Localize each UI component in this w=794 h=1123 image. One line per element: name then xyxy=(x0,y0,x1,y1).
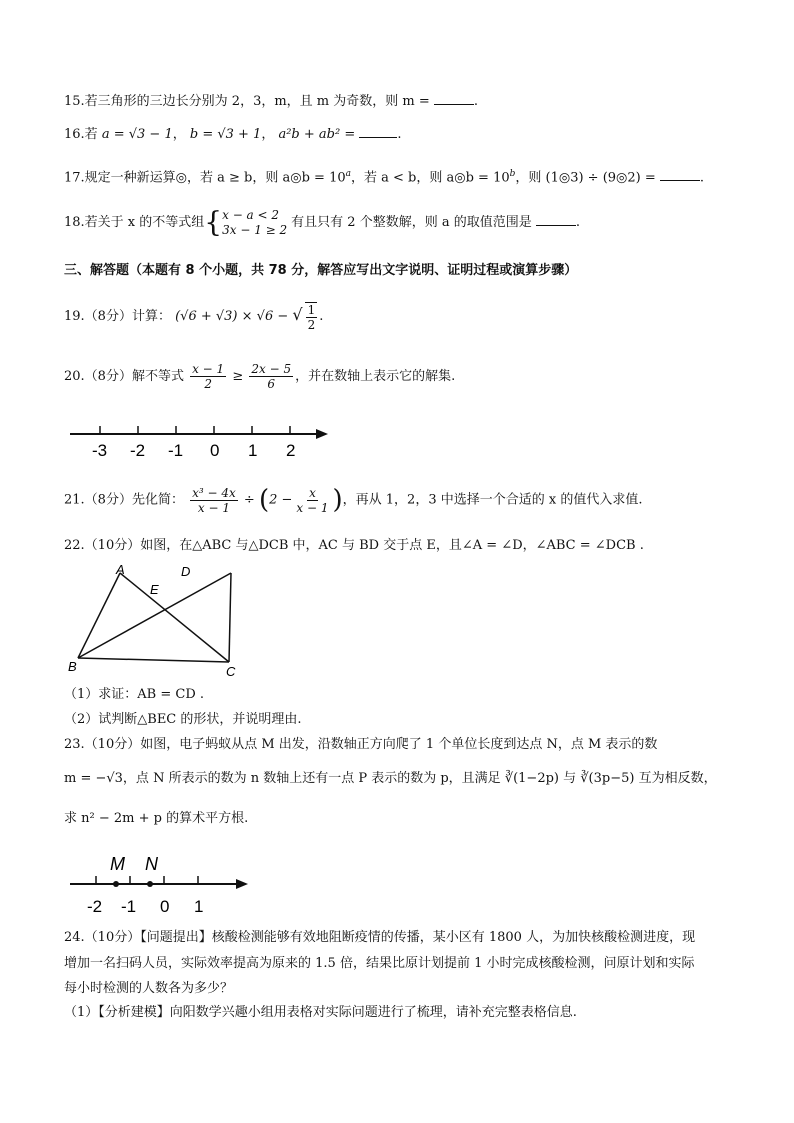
frac-num: x xyxy=(309,485,316,500)
q16-prefix: 16.若 xyxy=(64,127,98,142)
q20-right-fraction xyxy=(249,362,293,391)
q20-left-fraction xyxy=(190,362,226,391)
q20-suffix: ，并在数轴上表示它的解集. xyxy=(295,369,456,384)
frac-den: 2 xyxy=(204,377,212,391)
triangle-figure xyxy=(64,560,254,685)
q21-fraction2 xyxy=(294,486,330,515)
question-22: 22.（10分）如图，在△ABC 与△DCB 中，AC 与 BD 交于点 E，且∠A = ∠D，∠ABC = ∠DCB . xyxy=(64,538,644,553)
axis-tick-label: 0 xyxy=(210,441,220,460)
axis-tick-label: -2 xyxy=(130,441,146,460)
system-brace: { xyxy=(204,205,223,239)
answer-blank xyxy=(359,125,397,138)
label-D: D xyxy=(181,564,191,579)
axis-tick-label: -1 xyxy=(168,441,184,460)
q17-text1: 17.规定一种新运算◎，若 a ≥ b，则 a◎b = 10 xyxy=(64,170,346,186)
q15-text: 15.若三角形的三边长分别为 2，3，m，且 m 为奇数，则 m = xyxy=(64,94,430,109)
q21-fraction1 xyxy=(190,486,238,515)
q18-ineq1: x − a < 2 xyxy=(222,207,280,222)
frac-num: x³ − 4x xyxy=(192,485,236,500)
label-M: M xyxy=(110,854,125,874)
question-16: 16.若 a = √3 − 1， b = √3 + 1， a²b + ab² = . xyxy=(64,127,402,142)
question-18: 18.若关于 x 的不等式组{ x − a < 2 3x − 1 ≥ 2 有且只有 2 个整数解，则 a 的取值范围是 . xyxy=(64,205,580,239)
q22-sub2: （2）试判断△BEC 的形状，并说明理由. xyxy=(64,712,302,727)
q22-sub1: （1）求证：AB = CD . xyxy=(64,687,205,702)
q16-b-expr: b = √3 + 1 xyxy=(189,127,262,142)
q21-divide: ÷ xyxy=(243,492,255,508)
q20-prefix: 20.（8分）解不等式 xyxy=(64,369,184,384)
segment-AC xyxy=(120,573,229,662)
frac-num: 1 xyxy=(307,302,316,317)
q23-line2: m = −√3，点 N 所表示的数为 n 数轴上还有一点 P 表示的数为 p，且满足 ∛(1−2p) 与 ∛(3p−5) 互为相反数， xyxy=(64,771,717,786)
q20-sign: ≥ xyxy=(232,369,244,384)
frac-num: 2x − 5 xyxy=(251,362,292,376)
number-line-q20 xyxy=(66,420,336,465)
axis-tick-label: 1 xyxy=(194,897,204,916)
q19-expr: (√6 + √3) × √6 − xyxy=(175,309,289,324)
question-19: 19.（8分）计算： (√6 + √3) × √6 − √ $\frac{1}{2}$ . xyxy=(64,302,324,332)
label-N: N xyxy=(145,854,158,874)
sqrt-sign: √ xyxy=(292,305,303,324)
q24-line3: 每小时检测的人数各为多少？ xyxy=(64,981,234,996)
segment-BC xyxy=(78,658,229,662)
q16-a-expr: a = √3 − 1 xyxy=(101,127,173,142)
frac-den: 6 xyxy=(267,377,276,391)
axis-tick-label: 2 xyxy=(286,441,296,460)
frac-num: x − 1 xyxy=(192,362,225,376)
answer-blank xyxy=(660,168,700,181)
q24-line4: （1）【分析建模】向阳数学兴趣小组用表格对实际问题进行了梳理，请补充完整表格信息. xyxy=(64,1005,577,1020)
q19-fraction xyxy=(305,302,318,332)
axis-tick-label: -1 xyxy=(121,897,137,916)
q24-line2: 增加一名扫码人员，实际效率提高为原来的 1.5 倍，结果比原计划提前 1 小时完成核酸检测，问原计划和实际 xyxy=(64,956,695,971)
q19-prefix: 19.（8分）计算： xyxy=(64,309,171,324)
question-20 xyxy=(64,360,455,394)
question-21: 21.（8分）先化简： $\frac{\text{x³ − 4x}}{x - 1}$ ÷ (2 − $\frac{x}{x - 1}$ )，再从 1，2，3 中选择一个合适的 x 的值代入求值. xyxy=(64,485,643,515)
axis-tick-label: 1 xyxy=(248,441,258,460)
section-title: 三、解答题（本题有 8 个小题，共 78 分，解答应写出文字说明、证明过程或演算步骤） xyxy=(64,263,578,278)
answer-blank xyxy=(536,213,576,226)
question-17: 17.规定一种新运算◎，若 a ≥ b，则 a◎b = $10^a$，若 a < b，则 a◎b = $10^b$，则 (1◎3) ÷ (9◎2) = . xyxy=(64,169,705,186)
label-A: A xyxy=(116,562,125,577)
segment-DC xyxy=(229,573,231,662)
q17-exp-b: b xyxy=(509,169,516,179)
q23-line1: 23.（10分）如图，电子蚂蚁从点 M 出发，沿数轴正方向爬了 1 个单位长度到达点 N，点 M 表示的数 xyxy=(64,737,658,752)
label-B: B xyxy=(68,659,77,674)
frac-den: x − 1 xyxy=(296,500,329,515)
q23-line3: 求 n² − 2m + p 的算术平方根. xyxy=(64,811,249,826)
point-N xyxy=(147,881,153,887)
frac-den: x − 1 xyxy=(197,500,230,515)
q18-prefix: 18.若关于 x 的不等式组 xyxy=(64,215,205,230)
q17-text3: ，则 (1◎3) ÷ (9◎2) = xyxy=(515,170,656,186)
q24-line1: 24.（10分）【问题提出】核酸检测能够有效地阻断疫情的传播，某小区有 1800 人，为加快核酸检测进度，现 xyxy=(64,930,696,945)
answer-blank xyxy=(434,92,474,105)
q21-prefix: 21.（8分）先化简： xyxy=(64,492,184,508)
number-line-q23 xyxy=(66,848,256,918)
question-15: 15.若三角形的三边长分别为 2，3，m，且 m 为奇数，则 m = . xyxy=(64,94,479,109)
point-M xyxy=(113,881,119,887)
q18-suffix: 有且只有 2 个整数解，则 a 的取值范围是 xyxy=(291,215,532,230)
q21-suffix: ，再从 1，2，3 中选择一个合适的 x 的值代入求值. xyxy=(342,492,643,508)
inequality-system xyxy=(222,208,287,238)
frac-den: 2 xyxy=(307,317,316,332)
q17-text2: ，若 a < b，则 a◎b = 10 xyxy=(351,170,510,186)
label-C: C xyxy=(226,664,236,679)
axis-tick-label: -2 xyxy=(87,897,103,916)
q17-exp-a: a xyxy=(345,169,352,179)
q21-inner: 2 − xyxy=(269,492,293,508)
q16-expr: a²b + ab² = xyxy=(278,127,356,142)
q18-ineq2: 3x − 1 ≥ 2 xyxy=(222,222,288,237)
label-E: E xyxy=(150,582,159,597)
axis-tick-label: -3 xyxy=(92,441,108,460)
axis-tick-label: 0 xyxy=(160,897,170,916)
